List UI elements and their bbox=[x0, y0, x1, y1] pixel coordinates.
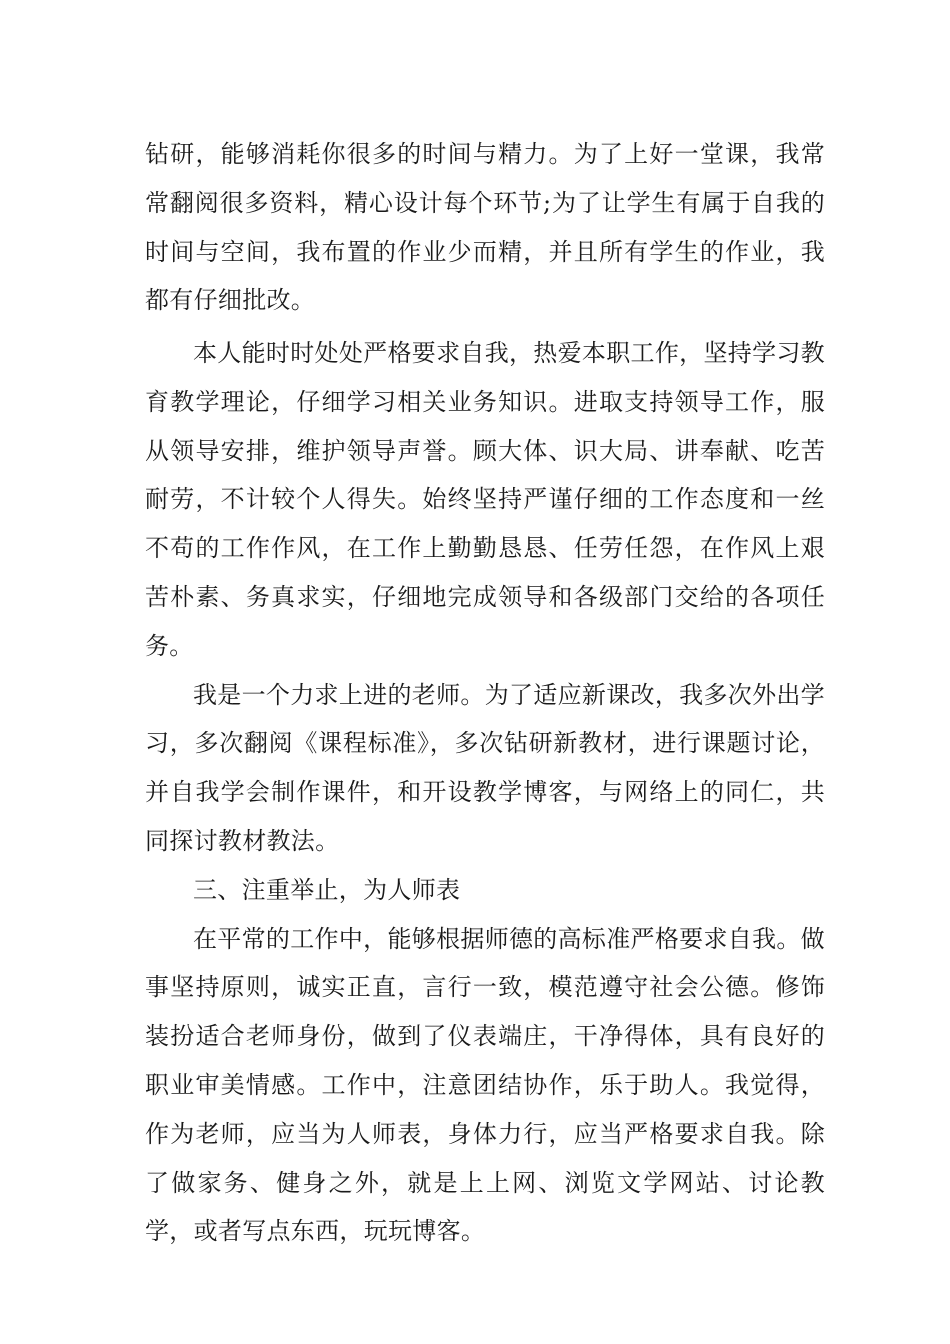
continuation-paragraph: 钻研，能够消耗你很多的时间与精力。为了上好一堂课，我常常翻阅很多资料，精心设计每个环节;为了让学生有属于自我的时间与空间，我布置的作业少而精，并且所有学生的作业，我都有仔细批改。 bbox=[145, 140, 825, 315]
text-block-top bbox=[145, 130, 825, 325]
paragraph-conduct: 在平常的工作中，能够根据师德的高标准严格要求自我。做事坚持原则，诚实正直，言行一致，模范遵守社会公德。修饰装扮适合老师身份，做到了仪表端庄，干净得体，具有良好的职业审美情感。工作中，注意团结协作，乐于助人。我觉得，作为老师，应当为人师表，身体力行，应当严格要求自我。除了做家务、健身之外，就是上上网、浏览文学网站、讨论教学，或者写点东西，玩玩博客。 bbox=[145, 924, 825, 1246]
section-heading: 三、注重举止，为人师表 bbox=[193, 875, 461, 904]
paragraph-self-discipline: 本人能时时处处严格要求自我，热爱本职工作，坚持学习教育教学理论，仔细学习相关业务知识。进取支持领导工作，服从领导安排，维护领导声誉。顾大体、识大局、讲奉献、吃苦耐劳，不计较个人得失。始终坚持严谨仔细的工作态度和一丝不苟的工作作风，在工作上勤勤恳恳、任劳任怨，在作风上艰苦朴素、务真求实，仔细地完成领导和各级部门交给的各项任务。 bbox=[145, 339, 825, 660]
paragraph-progress: 我是一个力求上进的老师。为了适应新课改，我多次外出学习，多次翻阅《课程标准》，多次钻研新教材，进行课题讨论，并自我学会制作课件，和开设教学博客，与网络上的同仁，共同探讨教材教法。 bbox=[145, 680, 825, 855]
text-block-main bbox=[145, 329, 825, 1256]
